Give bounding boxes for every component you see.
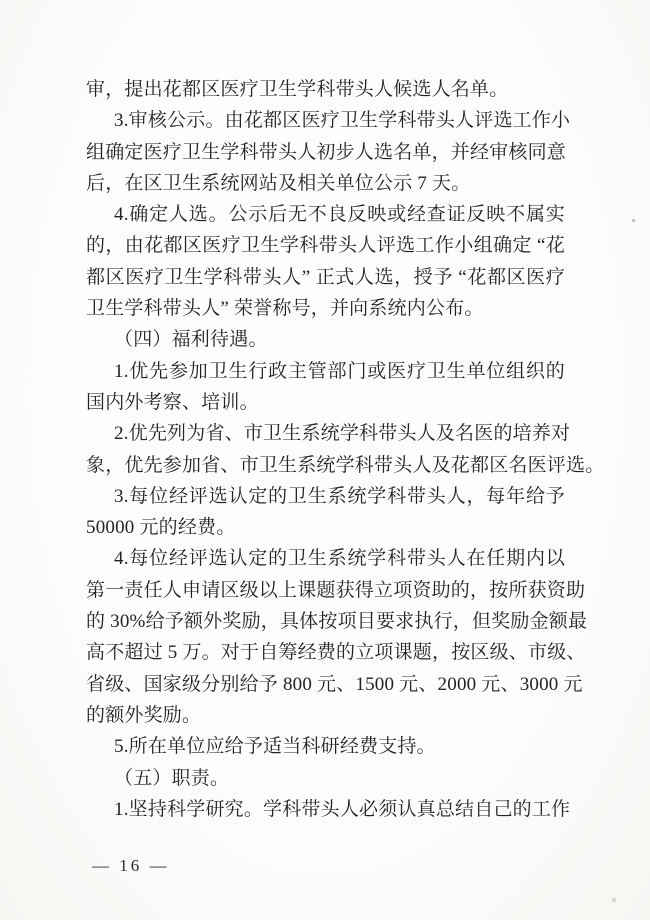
text-line: 的，由花都区医疗卫生学科带头人评选工作小组确定 “花 <box>86 235 565 257</box>
text-line: 4.确定人选。公示后无不良反映或经查证反映不属实 <box>114 204 565 226</box>
text-line: 第一责任人申请区级以上课题获得立项资助的，按所获资助 <box>86 579 586 601</box>
text-line: 50000 元的经费。 <box>86 517 236 539</box>
text-line: 后，在区卫生系统网站及相关单位公示 7 天。 <box>86 172 471 194</box>
text-line: 国内外考察、培训。 <box>86 391 259 413</box>
text-line: 高不超过 5 万。对于自筹经费的立项课题，按区级、市级、 <box>86 642 586 664</box>
text-line: （四）福利待遇。 <box>114 329 268 351</box>
page-number: — 16 — <box>92 856 170 875</box>
text-line: 审，提出花都区医疗卫生学科带头人候选人名单。 <box>86 79 509 100</box>
text-line: 省级、国家级分别给予 800 元、1500 元、2000 元、3000 元 <box>86 673 583 695</box>
text-line: 卫生学科带头人” 荣誉称号，并向系统内公布。 <box>86 298 484 320</box>
text-line: 的额外奖励。 <box>86 704 202 726</box>
text-line: 5.所在单位应给予适当科研经费支持。 <box>114 736 436 758</box>
text-line: 4.每位经评选认定的卫生系统学科带头人在任期内以 <box>114 548 565 570</box>
text-line: 的 30%给予额外奖励，具体按项目要求执行，但奖励金额最 <box>86 611 588 633</box>
text-line: 象，优先参加省、市卫生系统学科带头人及花都区名医评选。 <box>86 454 605 476</box>
text-line: （五）职责。 <box>114 767 230 789</box>
text-line: 都区医疗卫生学科带头人” 正式人选，授予 “花都区医疗 <box>86 266 565 288</box>
scan-speck <box>632 219 635 222</box>
text-line: 1.坚持科学研究。学科带头人必须认真总结自己的工作 <box>114 798 571 820</box>
text-line: 组确定医疗卫生学科带头人初步人选名单，并经审核同意 <box>86 141 567 163</box>
text-line: 2.优先列为省、市卫生系统学科带头人及名医的培养对 <box>114 423 571 445</box>
scan-speck <box>612 898 616 902</box>
text-line: 1.优先参加卫生行政主管部门或医疗卫生单位组织的 <box>114 360 565 382</box>
text-line: 3.每位经评选认定的卫生系统学科带头人，每年给予 <box>114 485 565 507</box>
document-body <box>86 74 605 825</box>
text-line: 3.审核公示。由花都区医疗卫生学科带头人评选工作小 <box>114 110 571 132</box>
